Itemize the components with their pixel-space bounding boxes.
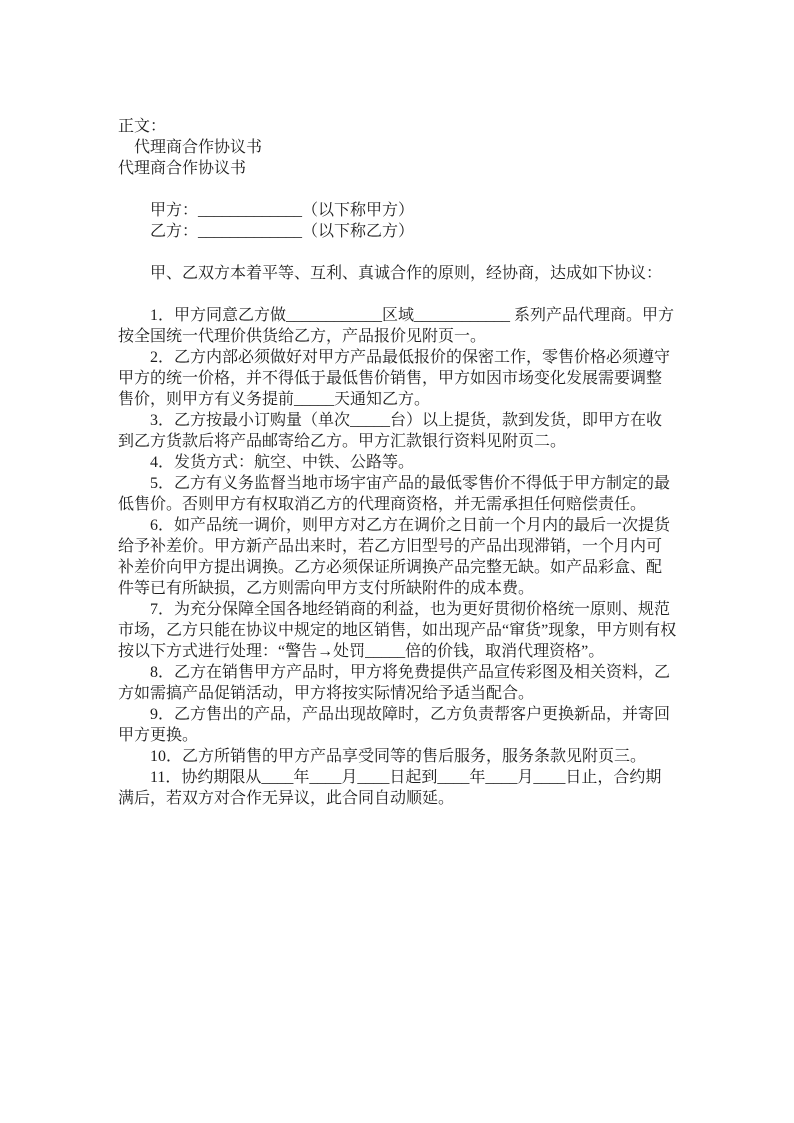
intro-block [118, 263, 677, 284]
clause-4: 4．发货方式：航空、中铁、公路等。 [150, 454, 415, 471]
clause-3: 3．乙方按最小订购量（单次_____台）以上提货，款到发货，即甲方在收到乙方货款后将产品邮寄给乙方。甲方汇款银行资料见附页二。 [118, 412, 663, 450]
party-b-line: 乙方：_____________（以下称乙方） [150, 223, 415, 240]
clause-2: 2．乙方内部必须做好对甲方产品最低报价的保密工作，零售价格必须遵守甲方的统一价格，并不得低于最低售价销售，甲方如因市场变化发展需要调整售价，则甲方有义务提前_____天通知乙方。 [118, 349, 671, 408]
doc-title: 代理商合作协议书 [118, 160, 247, 177]
party-a-line: 甲方：_____________（以下称甲方） [150, 202, 415, 219]
clause-10: 10．乙方所销售的甲方产品享受同等的售后服务，服务条款见附页三。 [150, 748, 647, 765]
clause-1: 1．甲方同意乙方做____________区域____________ 系列产品代理商。甲方按全国统一代理价供货给乙方，产品报价见附页一。 [118, 307, 675, 345]
document-header [118, 116, 677, 179]
clause-5: 5．乙方有义务监督当地市场宇宙产品的最低零售价不得低于甲方制定的最低售价。否则甲方有权取消乙方的代理商资格，并无需承担任何赔偿责任。 [118, 475, 671, 513]
clause-7: 7．为充分保障全国各地经销商的利益，也为更好贯彻价格统一原则、规范市场，乙方只能在协议中规定的地区销售，如出现产品“窜货”现象，甲方则有权按以下方式进行处理：“警告→处罚_____倍的价钱，取消代理资格”。 [118, 601, 677, 660]
party-block [118, 200, 677, 242]
intro-paragraph: 甲、乙双方本着平等、互利、真诚合作的原则，经协商，达成如下协议： [150, 265, 663, 282]
clause-11: 11．协约期限从____年____月____日起到____年____月____日止，合约期满后，若双方对合作无异议，此合同自动顺延。 [118, 769, 662, 807]
clause-6: 6．如产品统一调价，则甲方对乙方在调价之日前一个月内的最后一次提货给予补差价。甲方新产品出来时，若乙方旧型号的产品出现滞销，一个月内可补差价向甲方提出调换。乙方必须保证所调换产品完整无缺。如产品彩盒、配件等已有所缺损，乙方则需向甲方支付所缺附件的成本费。 [118, 517, 671, 597]
clause-8: 8．乙方在销售甲方产品时，甲方将免费提供产品宣传彩图及相关资料，乙方如需搞产品促销活动，甲方将按实际情况给予适当配合。 [118, 664, 671, 702]
clause-9: 9．乙方售出的产品，产品出现故障时，乙方负责帮客户更换新品，并寄回甲方更换。 [118, 706, 671, 744]
doc-title-indented: 代理商合作协议书 [134, 139, 263, 156]
body-text-label: 正文： [118, 118, 167, 135]
